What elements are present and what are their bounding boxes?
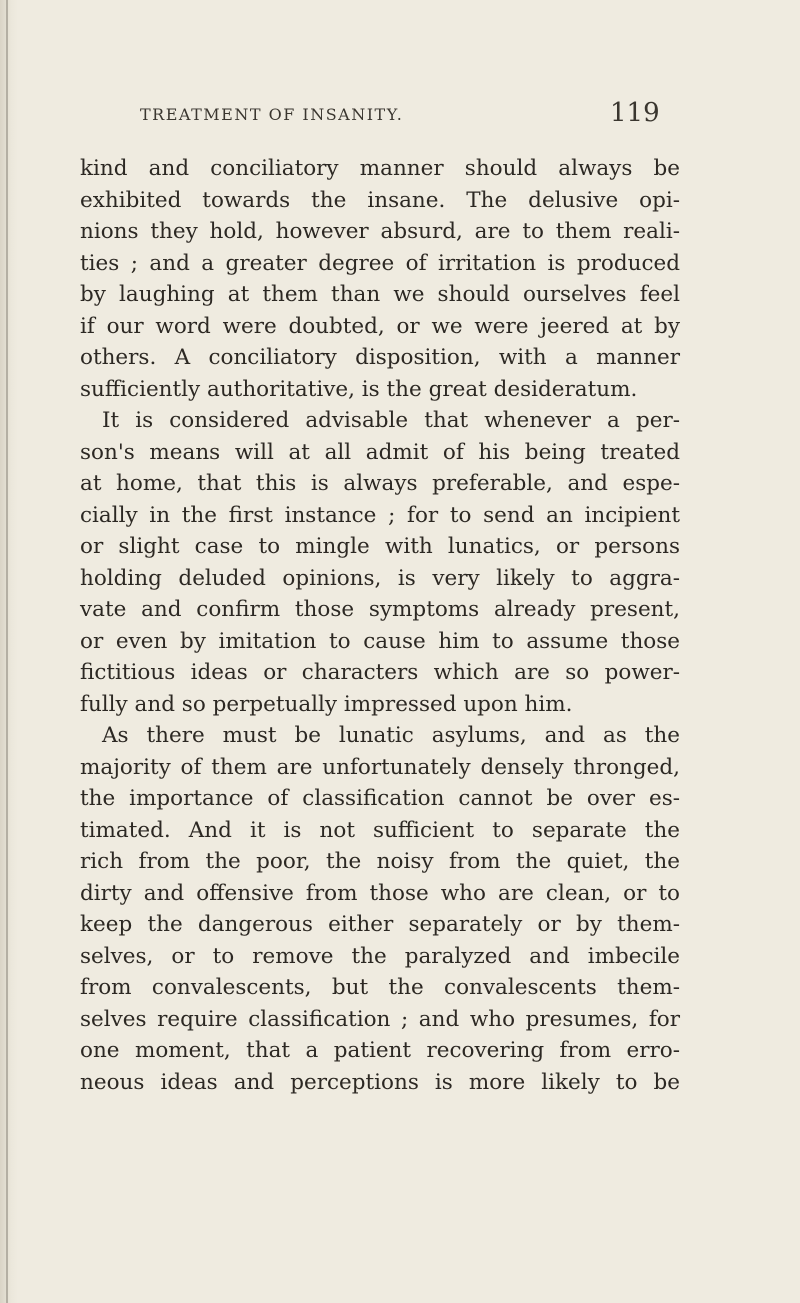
text-line: one moment, that a patient recovering from erro- xyxy=(80,1038,680,1063)
text-line: son's means will at all admit of his being treated xyxy=(80,439,680,465)
text-line: As there must be lunatic asylums, and as the xyxy=(102,723,680,748)
text-line: selves require classification ; and who presumes, for xyxy=(80,1006,680,1032)
text-line: holding deluded opinions, is very likely to aggra- xyxy=(80,565,680,591)
text-line: the importance of classification cannot be over es- xyxy=(80,786,680,811)
page-number: 119 xyxy=(610,98,660,128)
text-line: or slight case to mingle with lunatics, or persons xyxy=(80,534,680,559)
text-line: kind and conciliatory manner should always be xyxy=(80,156,680,181)
text-line: rich from the poor, the noisy from the quiet, the xyxy=(80,849,680,874)
text-line: by laughing at them than we should ourselves feel xyxy=(80,282,680,307)
text-line: or even by imitation to cause him to assume those xyxy=(80,628,680,654)
text-line: exhibited towards the insane. The delusive opi- xyxy=(80,187,680,213)
text-line: sufficiently authoritative, is the great desideratum. xyxy=(80,376,638,402)
text-line: ties ; and a greater degree of irritation is produced xyxy=(80,250,680,276)
text-line: nions they hold, however absurd, are to them reali- xyxy=(80,219,680,244)
text-line: neous ideas and perceptions is more likely to be xyxy=(80,1069,680,1095)
text-line: It is considered advisable that whenever a per- xyxy=(102,408,680,433)
text-line: from convalescents, but the convalescents them- xyxy=(80,975,680,1000)
text-line: dirty and offensive from those who are clean, or to xyxy=(80,880,680,906)
text-line: majority of them are unfortunately densely thronged, xyxy=(80,754,680,780)
text-line: cially in the first instance ; for to send an incipient xyxy=(80,502,680,528)
text-line: if our word were doubted, or we were jeered at by xyxy=(80,313,680,339)
book-page xyxy=(80,95,680,1098)
text-line: timated. And it is not sufficient to separate the xyxy=(80,817,680,843)
text-line: vate and confirm those symptoms already present, xyxy=(80,597,680,622)
body-text xyxy=(80,153,680,1098)
text-line: fictitious ideas or characters which are so power- xyxy=(80,660,680,685)
text-line: at home, that this is always preferable, and espe- xyxy=(80,471,680,496)
running-head xyxy=(80,95,680,135)
text-line: fully and so perpetually impressed upon him. xyxy=(80,691,573,717)
text-line: selves, or to remove the paralyzed and imbecile xyxy=(80,943,680,969)
text-line: others. A conciliatory disposition, with a manner xyxy=(80,345,680,370)
page-binding-edge xyxy=(0,0,18,1303)
text-line: keep the dangerous either separately or by them- xyxy=(80,912,680,937)
running-title: TREATMENT OF INSANITY. xyxy=(140,105,404,124)
